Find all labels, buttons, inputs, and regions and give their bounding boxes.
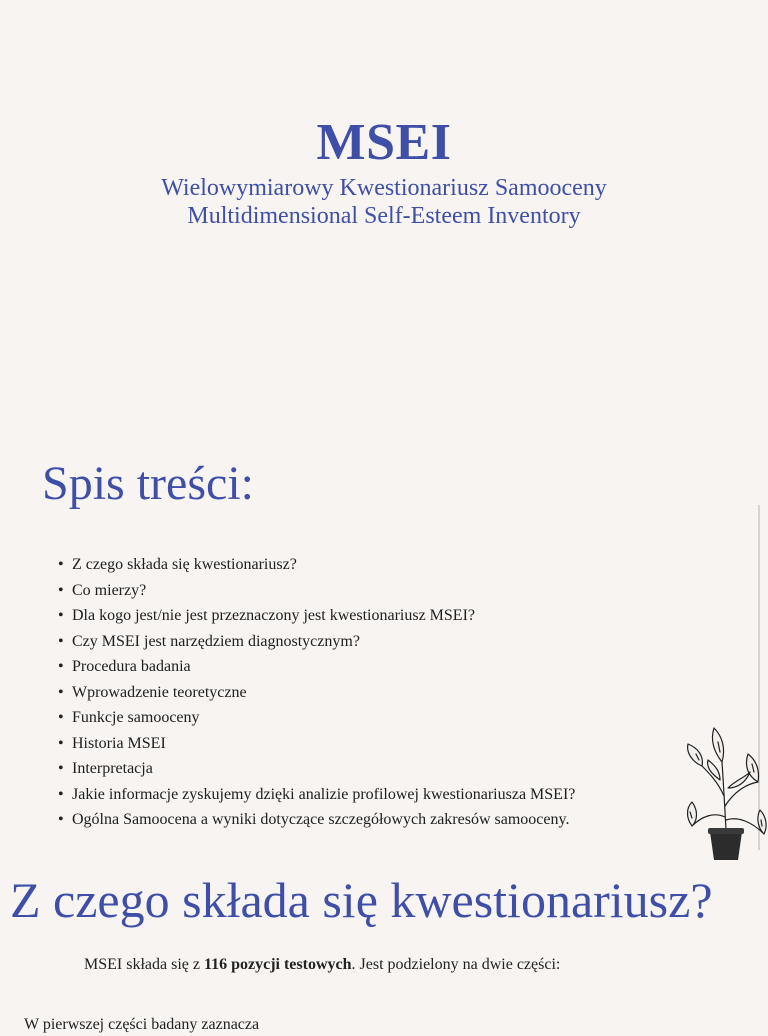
toc-item [58, 629, 575, 655]
paragraph-bold-count: 116 pozycji testowych [203, 956, 352, 973]
potted-plant-icon [684, 722, 768, 862]
toc-item-label: Funkcje samooceny [72, 709, 200, 726]
bullet: • [58, 760, 64, 777]
paragraph-text-start: MSEI składa się z [84, 956, 204, 973]
subtitle-polish: Wielowymiarowy Kwestionariusz Samooceny [161, 175, 607, 201]
bullet: • [58, 581, 64, 599]
toc-item [58, 756, 575, 782]
section-paragraph [84, 954, 560, 976]
toc-item [58, 782, 575, 808]
toc-item-label: Co mierzy? [72, 581, 147, 599]
toc-item [58, 578, 575, 604]
toc-item [58, 705, 575, 731]
toc-item [58, 680, 575, 706]
bullet: • [58, 658, 64, 675]
toc-item-label: Historia MSEI [72, 734, 166, 752]
title-block [0, 112, 768, 230]
toc-item-label: Interpretacja [72, 760, 153, 777]
toc-item-label: Dla kogo jest/nie jest przeznaczony jest kwestionariusz MSEI? [72, 607, 475, 624]
toc-item-label: Wprowadzenie teoretyczne [72, 683, 247, 701]
subtitle-english: Multidimensional Self-Esteem Inventory [187, 203, 581, 229]
bullet: • [58, 811, 64, 828]
bullet: • [58, 607, 64, 624]
bullet: • [58, 785, 64, 803]
toc-item [58, 603, 575, 629]
bullet: • [58, 734, 64, 752]
toc-item-label: Czy MSEI jest narzędziem diagnostycznym? [72, 632, 360, 650]
toc-item-label: Jakie informacje zyskujemy dzięki analizie profilowej kwestionariusza MSEI? [72, 785, 576, 803]
toc-item [58, 807, 575, 833]
bullet: • [58, 632, 64, 650]
toc-item-label: Z czego składa się kwestionariusz? [72, 556, 297, 573]
bullet: • [58, 709, 64, 726]
section-heading: Z czego składa się kwestionariusz? [10, 872, 713, 928]
toc-item-label: Ogólna Samoocena a wyniki dotyczące szczegółowych zakresów samooceny. [72, 811, 570, 828]
toc-item [58, 552, 575, 578]
bottom-text: W pierwszej części badany zaznacza [24, 1016, 260, 1033]
bullet: • [58, 683, 64, 701]
toc-item [58, 731, 575, 757]
toc-item-label: Procedura badania [72, 658, 191, 675]
toc-list [58, 552, 575, 833]
page-title: MSEI [316, 114, 452, 171]
toc-item [58, 654, 575, 680]
bullet: • [58, 556, 64, 573]
toc-heading: Spis treści: [42, 457, 254, 510]
paragraph-text-end: . Jest podzielony na dwie części: [351, 956, 561, 973]
